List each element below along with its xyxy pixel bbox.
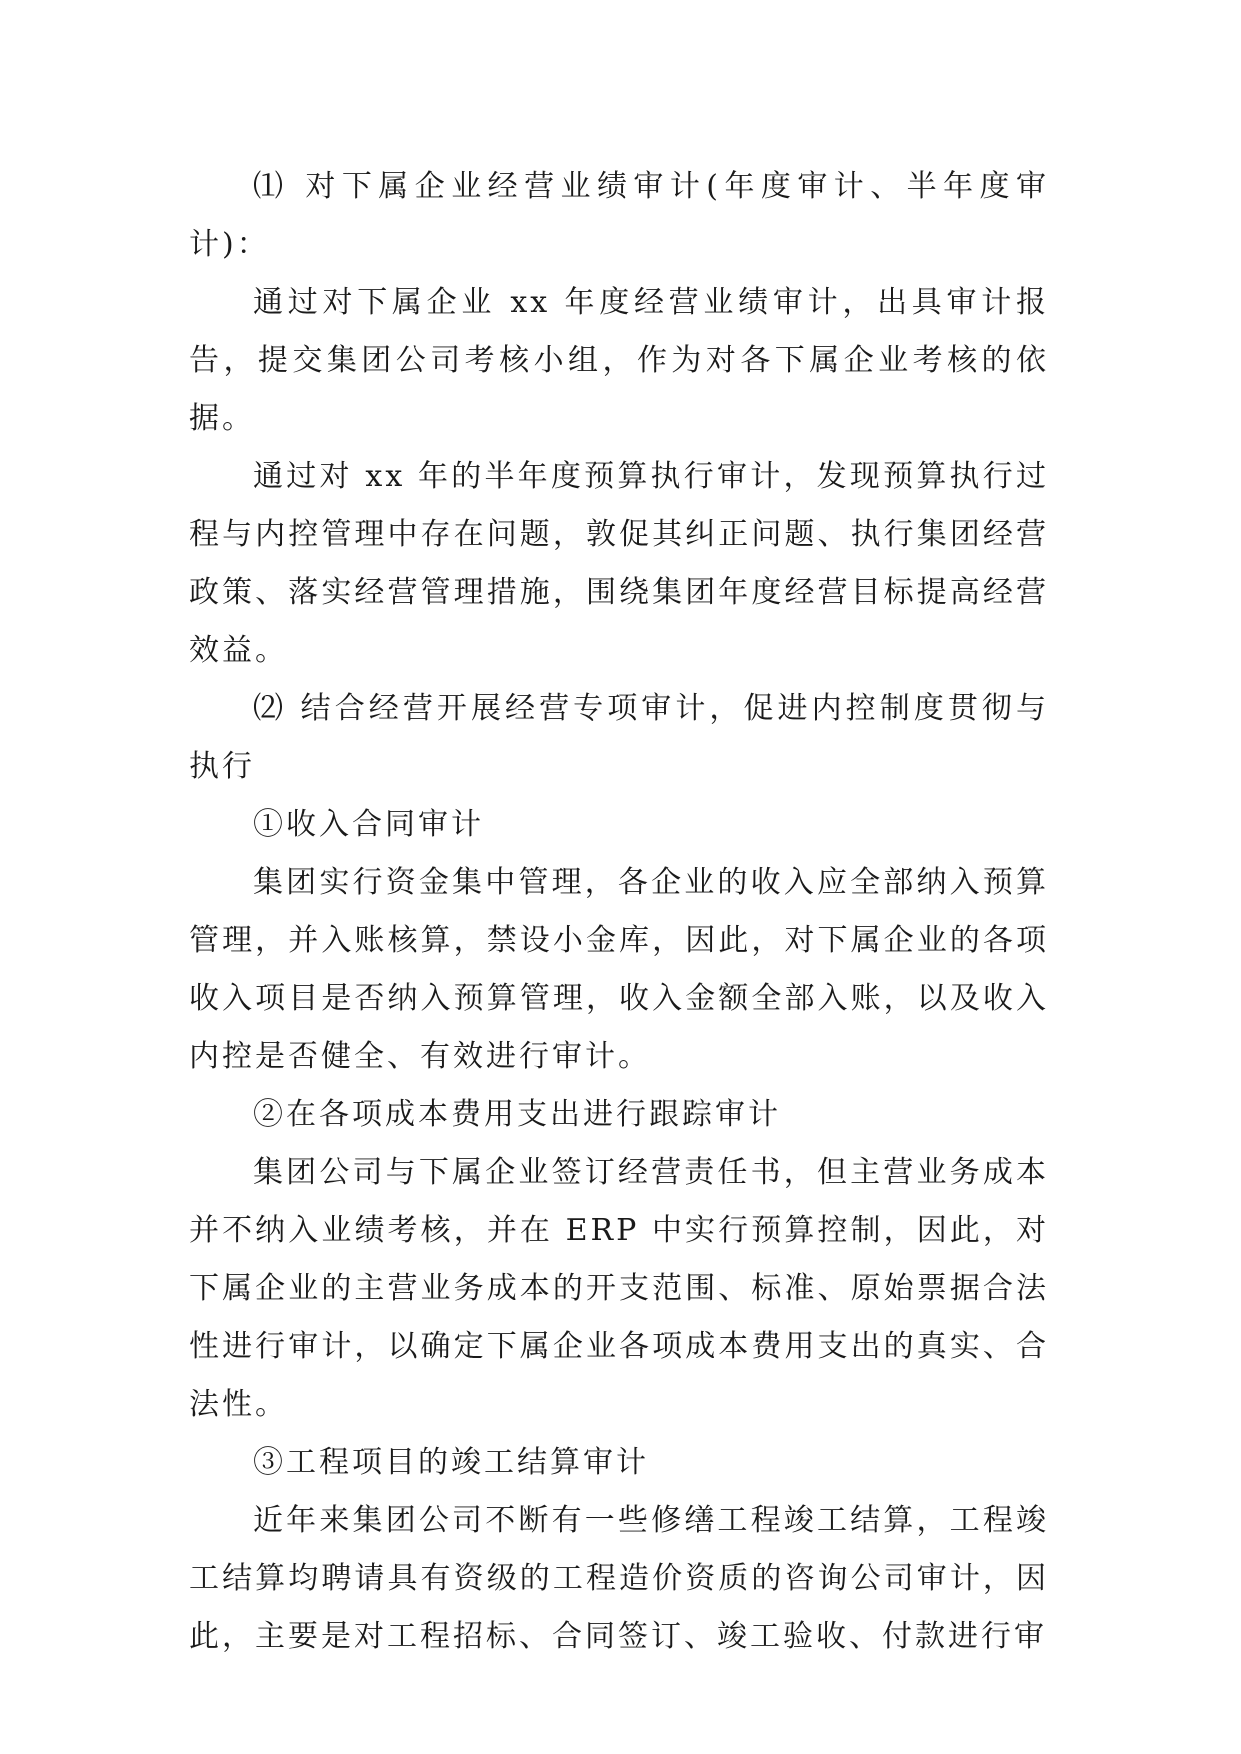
heading-special-audit: ⑵ 结合经营开展经营专项审计，促进内控制度贯彻与执行	[189, 691, 1049, 784]
heading-performance-audit: ⑴ 对下属企业经营业绩审计(年度审计、半年度审计)：	[189, 169, 1049, 262]
paragraph-revenue-audit: 集团实行资金集中管理，各企业的收入应全部纳入预算管理，并入账核算，禁设小金库，因此，对下属企业的各项收入项目是否纳入预算管理，收入金额全部入账，以及收入内控是否健全、有效进行审计。	[189, 865, 1049, 1074]
paragraph-half-year-audit: 通过对 xx 年的半年度预算执行审计，发现预算执行过程与内控管理中存在问题，敦促其纠正问题、执行集团经营政策、落实经营管理措施，围绕集团年度经营目标提高经营效益。	[189, 459, 1049, 668]
subheading-revenue-contract-audit: ①收入合同审计	[253, 807, 484, 842]
paragraph-project-audit: 近年来集团公司不断有一些修缮工程竣工结算，工程竣工结算均聘请具有资级的工程造价资质的咨询公司审计，因此，主要是对工程招标、合同签订、竣工验收、付款进行审	[189, 1503, 1049, 1654]
paragraph-annual-audit: 通过对下属企业 xx 年度经营业绩审计，出具审计报告，提交集团公司考核小组，作为对各下属企业考核的依据。	[189, 285, 1049, 436]
paragraph-cost-audit: 集团公司与下属企业签订经营责任书，但主营业务成本并不纳入业绩考核，并在 ERP 中实行预算控制，因此，对下属企业的主营业务成本的开支范围、标准、原始票据合法性进行审计，以确定下属企业各项成本费用支出的真实、合法性。	[189, 1155, 1049, 1422]
subheading-project-settlement-audit: ③工程项目的竣工结算审计	[253, 1445, 649, 1480]
subheading-cost-tracking-audit: ②在各项成本费用支出进行跟踪审计	[253, 1097, 781, 1132]
document-body	[189, 158, 1049, 1666]
